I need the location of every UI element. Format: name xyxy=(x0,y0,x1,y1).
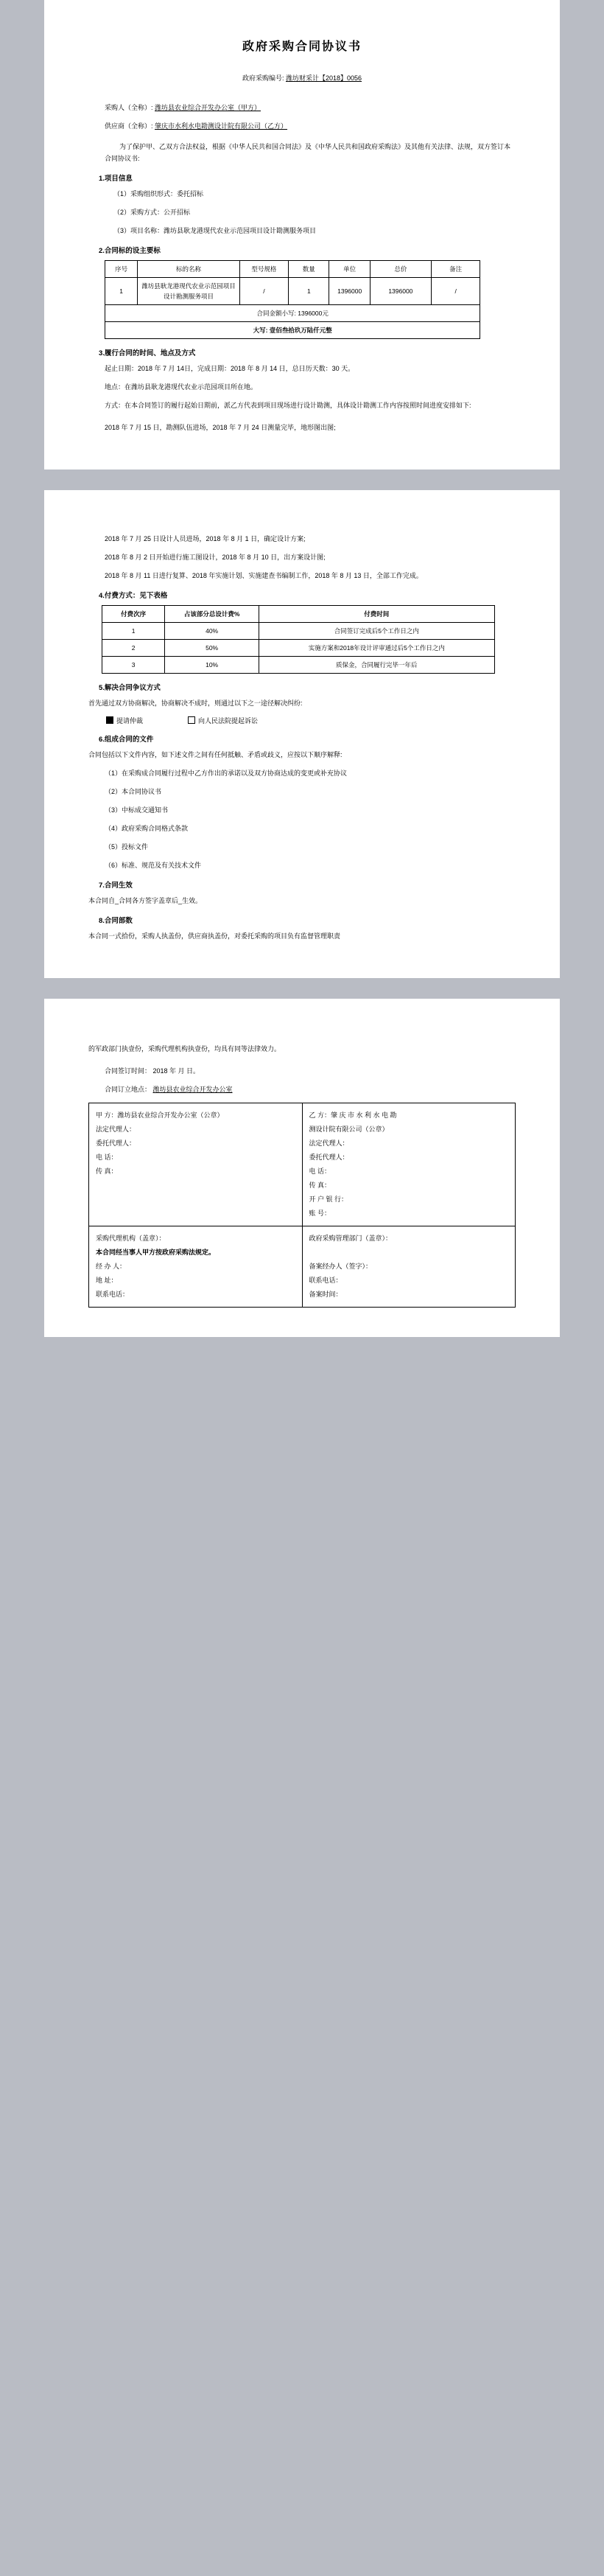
supplier-value: 肇庆市水利水电勘测设计院有限公司（乙方） xyxy=(155,122,288,130)
section-3-line-3: 2018 年 7 月 15 日，勘测队伍进场，2018 年 7 月 24 日测量完毕，地形图出图; xyxy=(105,424,336,431)
supplier-line xyxy=(88,120,516,132)
supplier-signature-block xyxy=(302,1103,516,1226)
section-6-item-5: （6）标准、规范及有关技术文件 xyxy=(105,862,202,869)
supplier-name-line-1: 乙 方：肇 庆 市 水 利 水 电 勘 xyxy=(309,1111,397,1119)
contract-place-value: 潍坊县农业综合开发办公室 xyxy=(152,1086,233,1093)
th-total: 总价 xyxy=(370,261,431,278)
supplier-account: 账 号： xyxy=(309,1210,331,1217)
section-3-cont-2: 2018 年 8 月 11 日进行复算、2018 年实施计划、实施建查书编制工作，2018 年 8 月 13 日，全部工作完成。 xyxy=(105,572,423,579)
page-title: 政府采购合同协议书 xyxy=(242,41,362,53)
admin-block xyxy=(302,1226,516,1308)
section-2-heading: 2.合同标的设主要标 xyxy=(99,247,161,255)
th-name: 标的名称 xyxy=(138,261,239,278)
contract-place-label: 合同订立地点： xyxy=(105,1086,152,1093)
supplier-legal-rep: 法定代理人： xyxy=(309,1139,349,1147)
cell-total: 1396000 xyxy=(370,278,431,305)
table-row xyxy=(102,640,495,657)
th-pay-percent: 占该部分总设计费% xyxy=(165,606,259,623)
buyer-legal-rep: 法定代理人： xyxy=(96,1125,136,1133)
amount-small-row xyxy=(105,305,480,322)
cell-unit: 1396000 xyxy=(329,278,370,305)
section-6-item-2: （3）中标成交通知书 xyxy=(105,806,169,814)
cell-no: 1 xyxy=(105,278,138,305)
amount-small-cell xyxy=(105,305,480,322)
section-1-item-0: （1）采购组织形式：委托招标 xyxy=(113,190,204,198)
section-1-item-1: （2）采购方式：公开招标 xyxy=(113,209,191,216)
contract-time-line xyxy=(88,1065,516,1077)
admin-title: 政府采购管理部门（盖章）： xyxy=(309,1235,393,1242)
page3-lead: 的军政部门执壹份，采购代理机构执壹份，均具有同等法律效力。 xyxy=(88,1045,281,1053)
page-3 xyxy=(44,999,560,1337)
payment-table xyxy=(102,605,495,674)
pay-time-2: 实施方案和2018年设计评审通过后5个工作日之内 xyxy=(259,640,495,657)
section-6-item-0: （1）在采购成合同履行过程中乙方作出的承诺以及双方协商达成的变更或补充协议 xyxy=(105,769,348,777)
section-8-heading: 8.合同部数 xyxy=(99,917,133,925)
section-3-cont-0: 2018 年 7 月 25 日设计人员进场，2018 年 8 月 1 日，确定设计方案; xyxy=(105,535,306,542)
supplier-bank: 开 户 银 行： xyxy=(309,1195,348,1203)
page-1 xyxy=(44,0,560,470)
section-3-line-1: 地点：在潍坊县耿龙港现代农业示范园项目所在地。 xyxy=(105,383,258,391)
agency-phone: 联系电话： xyxy=(96,1291,130,1298)
amount-big-cell xyxy=(105,322,480,339)
pay-order-1: 1 xyxy=(102,623,165,640)
supplier-name-line-2: 测设计院有限公司（公章） xyxy=(309,1125,389,1133)
buyer-name-line: 甲 方：潍坊县农业综合开发办公室（公章） xyxy=(96,1111,224,1119)
th-remark: 备注 xyxy=(431,261,480,278)
supplier-authorized-rep: 委托代理人： xyxy=(309,1153,349,1161)
admin-time: 备案时间： xyxy=(309,1291,343,1298)
th-pay-time: 付费时间 xyxy=(259,606,495,623)
pay-time-3: 质保金，合同履行完毕一年后 xyxy=(259,657,495,674)
procurement-number-line xyxy=(88,73,516,83)
table-header-row xyxy=(105,261,480,278)
amount-small-label: 合同金额小写: xyxy=(256,310,296,317)
buyer-value: 潍坊县农业综合开发办公室（甲方） xyxy=(155,104,261,111)
table-row xyxy=(105,278,480,305)
procurement-number-value: 潍坊财采计【2018】0056 xyxy=(285,74,362,82)
table-row xyxy=(102,657,495,674)
pay-percent-2: 50% xyxy=(165,640,259,657)
section-6-item-3: （4）政府采购合同格式条款 xyxy=(105,825,189,832)
section-7-heading: 7.合同生效 xyxy=(99,882,133,890)
buyer-authorized-rep: 委托代理人： xyxy=(96,1139,136,1147)
th-qty: 数量 xyxy=(289,261,329,278)
procurement-number-label: 政府采购编号: xyxy=(242,74,284,82)
section-1-item-2: （3）项目名称：潍坊县耿龙港现代农业示范园项目设计勘测服务项目 xyxy=(113,227,317,234)
pay-percent-1: 40% xyxy=(165,623,259,640)
contract-time-value: 2018 年 月 日。 xyxy=(152,1067,200,1075)
th-no: 序号 xyxy=(105,261,138,278)
agency-title: 采购代理机构（盖章）： xyxy=(96,1235,166,1242)
cell-name: 潍坊县耿龙港现代农业示范园项目设计勘测服务项目 xyxy=(138,278,239,305)
section-3-heading: 3.履行合同的时间、地点及方式 xyxy=(99,349,196,357)
section-1-heading: 1.项目信息 xyxy=(99,175,133,183)
dispute-options xyxy=(106,716,516,725)
checkbox-arbitration[interactable] xyxy=(106,717,116,725)
th-spec: 型号规格 xyxy=(239,261,288,278)
checkbox-litigation[interactable] xyxy=(188,717,198,725)
section-6-text: 合同包括以下文件内容，如下述文件之间有任何抵触、矛盾或歧义，应按以下顺序解释: xyxy=(88,751,343,758)
cell-remark: / xyxy=(431,278,480,305)
amount-big-label: 大写: xyxy=(253,327,268,334)
buyer-label: 采购人（全称）: xyxy=(105,104,153,111)
cell-spec: / xyxy=(239,278,288,305)
signature-table xyxy=(88,1103,516,1308)
supplier-label: 供应商（全称）: xyxy=(105,122,153,130)
payment-header-row xyxy=(102,606,495,623)
option-arbitration-label: 提请仲裁 xyxy=(116,717,144,725)
pay-order-2: 2 xyxy=(102,640,165,657)
buyer-phone: 电 话： xyxy=(96,1153,118,1161)
pay-time-1: 合同签订完成后5个工作日之内 xyxy=(259,623,495,640)
section-3-line-2: 方式：在本合同签订的履行起始日期前，派乙方代表到项目现场进行设计勘测，具体设计勘测工作内容按照时间进度安排如下: xyxy=(105,402,471,409)
cell-qty: 1 xyxy=(289,278,329,305)
agency-row xyxy=(89,1226,516,1308)
page-2 xyxy=(44,490,560,978)
section-8-text: 本合同一式拾份，采购人执盖份，供应商执盖份，对委托采购的项目负有监督管理职责 xyxy=(88,932,341,940)
amount-big-value: 壹佰叁拾玖万陆仟元整 xyxy=(269,327,332,334)
goods-table xyxy=(105,260,480,339)
section-6-heading: 6.组成合同的文件 xyxy=(99,736,154,744)
admin-phone: 联系电话： xyxy=(309,1277,343,1284)
supplier-fax: 传 真： xyxy=(309,1181,331,1189)
agency-note: 本合同经当事人甲方按政府采购法规定。 xyxy=(96,1249,216,1256)
buyer-fax: 传 真： xyxy=(96,1167,118,1175)
agency-block xyxy=(89,1226,303,1308)
supplier-phone: 电 话： xyxy=(309,1167,331,1175)
section-3-cont-1: 2018 年 8 月 2 日开始进行施工图设计，2018 年 8 月 10 日，出方案设计图; xyxy=(105,554,326,561)
buyer-signature-block xyxy=(89,1103,303,1226)
contract-time-label: 合同签订时间： xyxy=(105,1067,152,1075)
buyer-line xyxy=(88,102,516,114)
pay-percent-3: 10% xyxy=(165,657,259,674)
amount-big-row xyxy=(105,322,480,339)
th-pay-order: 付费次序 xyxy=(102,606,165,623)
section-5-heading: 5.解决合同争议方式 xyxy=(99,684,161,692)
section-5-text: 首先通过双方协商解决，协商解决不成时，则通过以下之一途径解决纠纷: xyxy=(88,699,303,707)
th-unit: 单位 xyxy=(329,261,370,278)
section-4-heading: 4.付费方式：见下表格 xyxy=(99,592,168,600)
agency-operator: 经 办 人： xyxy=(96,1263,127,1270)
contract-place-line xyxy=(88,1083,516,1095)
amount-small-value: 1396000元 xyxy=(298,310,329,317)
parties-row xyxy=(89,1103,516,1226)
section-7-text: 本合同自_合同各方签字盖章后_生效。 xyxy=(88,897,203,904)
admin-operator: 备案经办人（签字）： xyxy=(309,1263,373,1270)
agency-address: 地 址： xyxy=(96,1277,118,1284)
section-3-line-0: 起止日期：2018 年 7 月 14日，完成日期：2018 年 8 月 14 日，总日历天数：30 天。 xyxy=(105,365,355,372)
option-litigation-label: 向人民法院提起诉讼 xyxy=(198,717,259,725)
table-row xyxy=(102,623,495,640)
section-6-item-1: （2）本合同协议书 xyxy=(105,788,162,795)
section-6-item-4: （5）投标文件 xyxy=(105,843,149,851)
preamble: 为了保护甲、乙双方合法权益，根据《中华人民共和国合同法》及《中华人民共和国政府采购法》及其他有关法律、法规，双方签订本合同协议书: xyxy=(105,143,511,162)
pay-order-3: 3 xyxy=(102,657,165,674)
